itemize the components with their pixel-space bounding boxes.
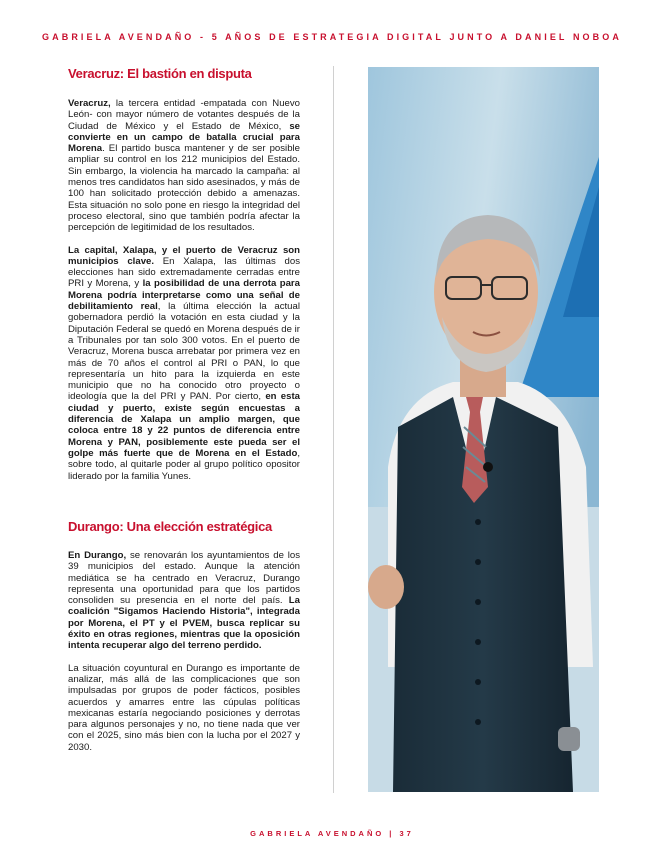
column-divider <box>333 66 334 793</box>
text-run: en esta ciudad y puerto, existe según encuestas a diferencia de Xalapa un amplio margen, que coloca entre 18 y 22 puntos de diferencia entre Morena y PAN, posiblemente este pueda ser el golpe más fuerte que de Morena en el Estado <box>68 391 300 459</box>
text-run: En Xalapa, las últimas dos elecciones han sido extremadamente cerradas entre PRI y Morena, y <box>68 255 300 290</box>
paragraph-veracruz-1 <box>68 98 300 234</box>
running-header: GABRIELA AVENDAÑO - 5 AÑOS DE ESTRATEGIA DIGITAL JUNTO A DANIEL NOBOA <box>42 32 622 42</box>
paragraph-durango-2 <box>68 663 300 753</box>
section-title-veracruz: Veracruz: El bastión en disputa <box>68 66 252 81</box>
speaker-photo <box>368 67 599 792</box>
text-run: , sobre todo, al quitarle poder al grupo político opositor liderado por la familia Yunes. <box>68 447 300 482</box>
section-body-durango <box>68 550 300 753</box>
paragraph-veracruz-2 <box>68 245 300 482</box>
page-footer: GABRIELA AVENDAÑO | 37 <box>250 829 414 838</box>
text-run: Veracruz, <box>68 98 111 109</box>
text-run: , la última elección la actual gobernadora perdió la votación en esta ciudad y la Diputación Federal se quedó en Morena después de ir a Tribunales por tan solo 300 votos. En el puerto de Veracruz, Morena busca arrebatar por primera vez en más de 70 años el control al PRI o PAN, lo que representaría un hito para la izquierda en este municipio que no ha conocido otro proyecto o ideología que la del PRI y PAN. Por cierto, <box>68 301 300 403</box>
text-run: En Durango, <box>68 550 127 561</box>
section-title-durango: Durango: Una elección estratégica <box>68 519 272 534</box>
left-column <box>68 66 300 493</box>
text-run: La situación coyuntural en Durango es importante de analizar, más allá de las complicaciones que son impulsadas por grupos de poder fácticos, posibles acuerdos y amarres entre las cúpulas políticas mexicanas estaría negociando posiciones y derrotas para algunos personajes y no, no tiene nada que ver con el 2025, sino más bien con la lucha por el 2027 y 2030. <box>68 662 300 753</box>
paragraph-durango-1 <box>68 550 300 652</box>
text-run: se convierte en un campo de batalla crucial para Morena <box>68 120 300 155</box>
left-column-lower <box>68 519 300 764</box>
section-body-veracruz <box>68 98 300 482</box>
text-run: La capital, Xalapa, y el puerto de Veracruz son municipios clave. <box>68 244 300 267</box>
text-run: la tercera entidad -empatada con Nuevo León- con mayor número de votantes después de la Ciudad de México y el Estado de México, <box>68 98 300 132</box>
text-run: . El partido busca mantener y de ser posible ampliar su control en los 212 municipios del Estado. Sin embargo, la violencia ha marcado la campaña: al menos tres candidatos han sido asesinados, y más de 100 han solicitado protección debido a amenazas. Esta situación no solo pone en riesgo la integridad del proceso electoral, sino que también podría afectar la percepción de legitimidad de los resultados. <box>68 143 300 234</box>
text-run: La coalición "Sigamos Haciendo Historia", integrada por Morena, el PT y el PVEM, busca replicar su éxito en otras regiones, mientras que la oposición intenta recuperar algo del terreno perdido. <box>68 595 300 652</box>
text-run: se renovarán los ayuntamientos de los 39 municipios del estado. Aunque la atención mediática se ha centrado en Veracruz, Durango representa una oportunidad para que los partidos consoliden su presencia en el norte del país. <box>68 550 301 607</box>
text-run: la posibilidad de una derrota para Morena podría interpretarse como una señal de debilitamiento real <box>68 278 300 313</box>
